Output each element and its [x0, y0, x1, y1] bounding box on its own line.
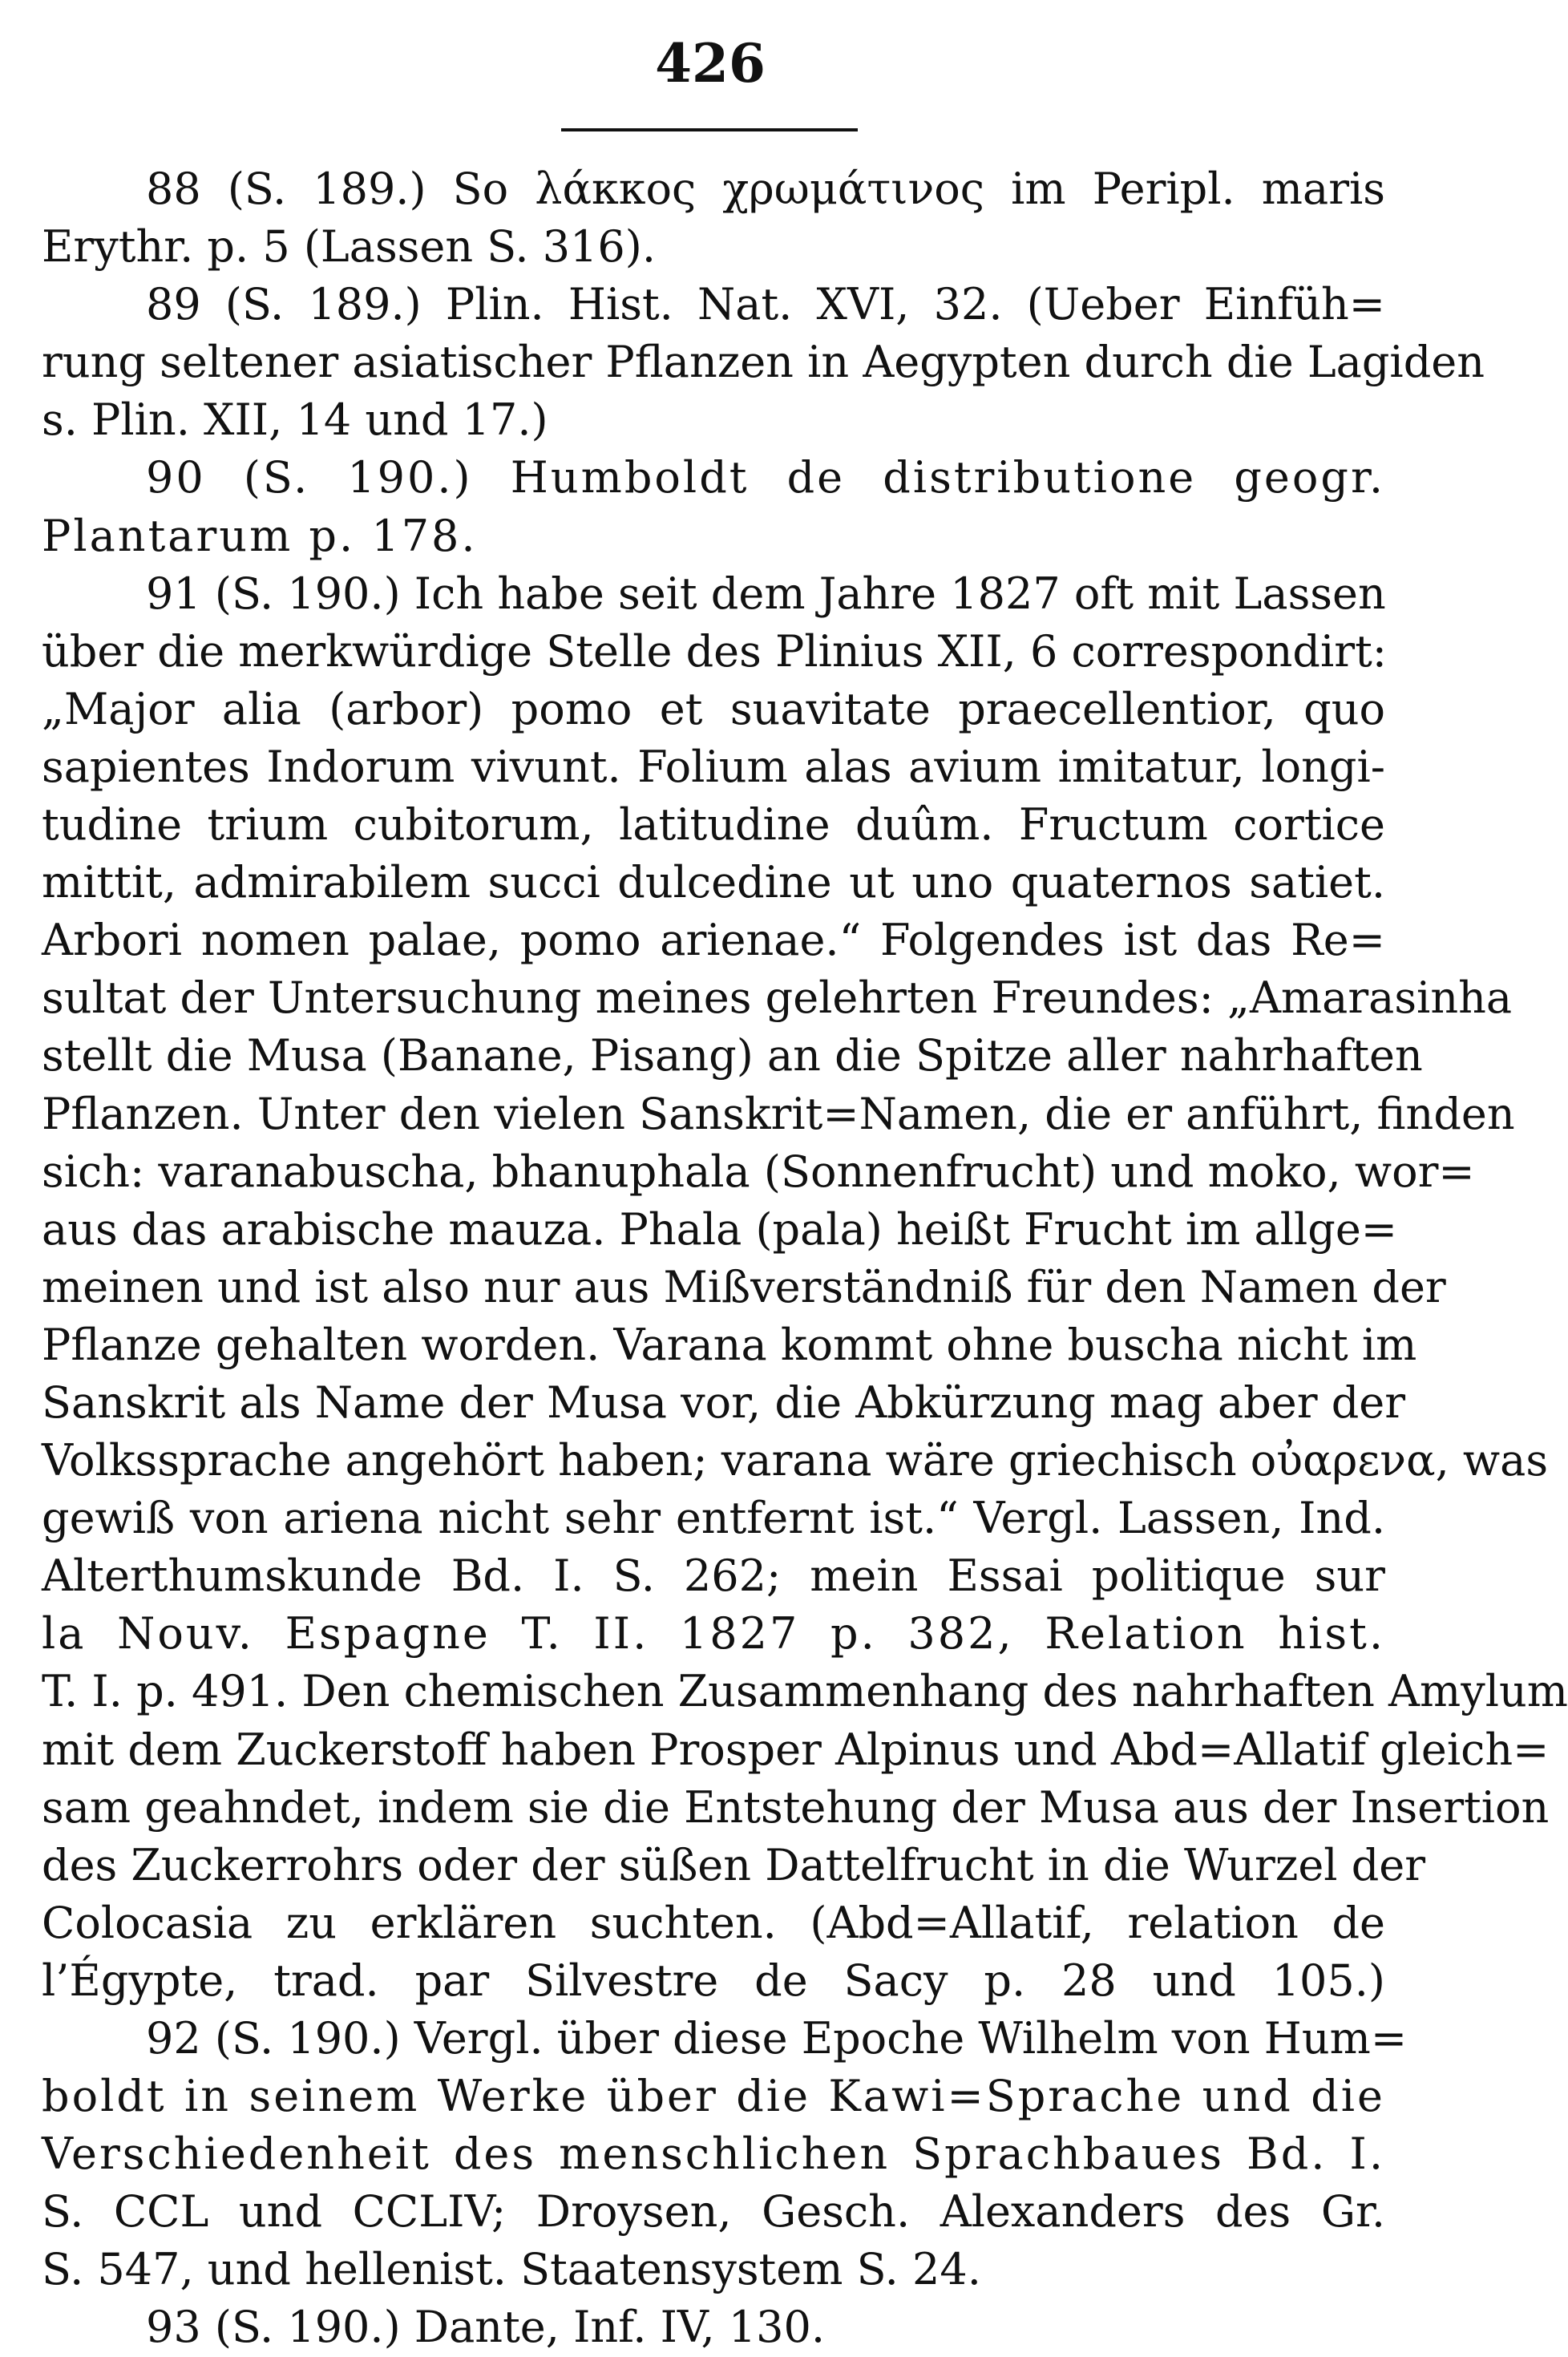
header-rule: [561, 128, 858, 131]
note-91-line-6: mittit, admirabilem succi dulcedine ut uno quaternos satiet.: [42, 857, 1385, 908]
note-91-line-7: Arbori nomen palae, pomo arienae.“ Folgendes ist das Re=: [42, 915, 1385, 966]
note-91-line-23: des Zuckerrohrs oder der süßen Dattelfrucht in die Wurzel der: [42, 1839, 1426, 1890]
note-91-line-14: Pflanze gehalten worden. Varana kommt ohne buscha nicht im: [42, 1319, 1417, 1370]
note-91-line-8: sultat der Untersuchung meines gelehrten Freundes: „Amarasinha: [42, 972, 1513, 1024]
note-91-line-13: meinen und ist also nur aus Mißverständniß für den Namen der: [42, 1261, 1446, 1312]
note-89-line-2: rung seltener asiatischer Pflanzen in Aegypten durch die Lagiden: [42, 337, 1485, 388]
note-91-line-22: sam geahndet, indem sie die Entstehung der Musa aus der Insertion: [42, 1781, 1550, 1833]
note-91-line-2: über die merkwürdige Stelle des Plinius XII, 6 correspondirt:: [42, 625, 1387, 677]
note-91-line-21: mit dem Zuckerstoff haben Prosper Alpinus und Abd=Allatif gleich=: [42, 1724, 1550, 1775]
note-89-line-1: 89 (S. 189.) Plin. Hist. Nat. XVI, 32. (Ueber Einfüh=: [146, 279, 1385, 330]
note-91-line-5: tudine trium cubitorum, latitudine duûm. Fructum cortice: [42, 799, 1385, 851]
note-88-line-1: 88 (S. 189.) So λάκκος χρωμάτινος im Peripl. maris: [146, 164, 1385, 214]
note-91-line-16: Volkssprache angehört haben; varana wäre griechisch οὐαρενα, was: [42, 1435, 1549, 1486]
note-92-line-2: boldt in seinem Werke über die Kawi=Sprache und die: [42, 2071, 1385, 2122]
endnotes-block: [42, 160, 1568, 2357]
note-91-line-17: gewiß von ariena nicht sehr entfernt ist.“ Vergl. Lassen, Ind.: [42, 1493, 1385, 1544]
note-89-line-3: s. Plin. XII, 14 und 17.): [42, 394, 548, 446]
note-92-line-3: Verschiedenheit des menschlichen Sprachbaues Bd. I.: [42, 2129, 1385, 2180]
note-92-line-5: S. 547, und hellenist. Staatensystem S. 24.: [42, 2244, 981, 2295]
note-91-line-1: 91 (S. 190.) Ich habe seit dem Jahre 1827 oft mit Lassen: [146, 568, 1386, 619]
note-92-line-1: 92 (S. 190.) Vergl. über diese Epoche Wilhelm von Hum=: [146, 2013, 1408, 2064]
note-92-line-4: S. CCL und CCLIV; Droysen, Gesch. Alexanders des Gr.: [42, 2186, 1385, 2238]
note-91-line-10: Pflanzen. Unter den vielen Sanskrit=Namen, die er anführt, finden: [42, 1088, 1515, 1139]
page-number: 426: [655, 32, 766, 95]
note-91-line-24: Colocasia zu erklären suchten. (Abd=Allatif, relation de: [42, 1897, 1385, 1948]
note-88-line-2: Erythr. p. 5 (Lassen S. 316).: [42, 221, 656, 273]
note-90-line-1: 90 (S. 190.) Humboldt de distributione geogr.: [146, 452, 1385, 503]
note-91-line-19: la Nouv. Espagne T. II. 1827 p. 382, Relation hist.: [42, 1608, 1385, 1660]
note-91-line-12: aus das arabische mauza. Phala (pala) heißt Frucht im allge=: [42, 1203, 1398, 1255]
note-91-line-11: sich: varanabuscha, bhanuphala (Sonnenfrucht) und moko, wor=: [42, 1146, 1475, 1197]
note-91-line-20: T. I. p. 491. Den chemischen Zusammenhang des nahrhaften Amylum: [42, 1666, 1568, 1717]
note-91-line-3: „Major alia (arbor) pomo et suavitate praecellentior, quo: [42, 683, 1385, 734]
note-90-line-2: Plantarum p. 178.: [42, 510, 478, 561]
note-91-line-18: Alterthumskunde Bd. I. S. 262; mein Essai politique sur: [42, 1550, 1385, 1602]
note-91-line-4: sapientes Indorum vivunt. Folium alas avium imitatur, longi-: [42, 741, 1385, 792]
note-91-line-9: stellt die Musa (Banane, Pisang) an die Spitze aller nahrhaften: [42, 1030, 1423, 1081]
note-91-line-15: Sanskrit als Name der Musa vor, die Abkürzung mag aber der: [42, 1377, 1406, 1428]
note-91-line-25: l’Égypte, trad. par Silvestre de Sacy p. 28 und 105.): [42, 1955, 1385, 2006]
note-93-line-1: 93 (S. 190.) Dante, Inf. IV, 130.: [146, 2302, 826, 2353]
